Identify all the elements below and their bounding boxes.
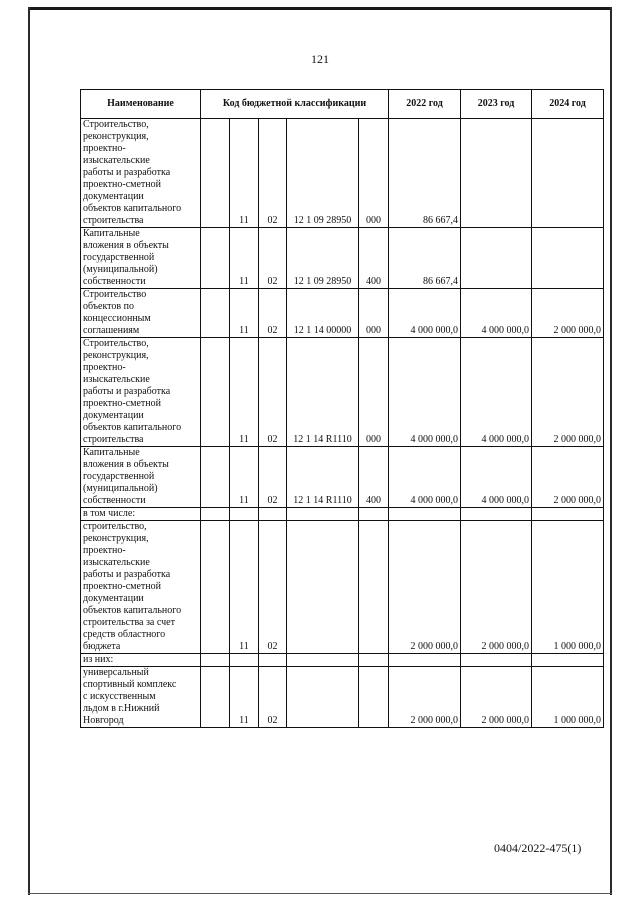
page-number: 121: [311, 52, 329, 66]
empty-cell: [201, 289, 230, 338]
document-code: 0404/2022-475(1): [494, 841, 582, 855]
amount-2022: [389, 508, 461, 521]
expense-type-code: [359, 654, 389, 667]
empty-cell: [201, 228, 230, 289]
amount-2022: 86 667,4: [389, 228, 461, 289]
empty-cell: [201, 667, 230, 728]
expense-type-code: 400: [359, 447, 389, 508]
section-code: [230, 508, 259, 521]
table-row: [81, 654, 604, 667]
amount-2022: 4 000 000,0: [389, 338, 461, 447]
target-article-code: [287, 654, 359, 667]
table-row: [81, 447, 604, 508]
amount-2023: 2 000 000,0: [461, 521, 532, 654]
empty-cell: [201, 521, 230, 654]
target-article-code: 12 1 09 28950: [287, 228, 359, 289]
target-article-code: 12 1 14 R1110: [287, 338, 359, 447]
expense-type-code: [359, 521, 389, 654]
page-right-border: [610, 7, 612, 895]
section-code: 11: [230, 289, 259, 338]
section-code: 11: [230, 521, 259, 654]
section-code: 11: [230, 447, 259, 508]
row-name: Капитальные вложения в объекты государственной (муниципальной) собственности: [81, 447, 201, 508]
section-code: 11: [230, 667, 259, 728]
table-row: [81, 667, 604, 728]
amount-2022: 4 000 000,0: [389, 447, 461, 508]
header-2023: 2023 год: [461, 90, 532, 119]
expense-type-code: 400: [359, 228, 389, 289]
subsection-code: 02: [259, 289, 287, 338]
amount-2023: [461, 508, 532, 521]
empty-cell: [201, 338, 230, 447]
expense-type-code: 000: [359, 119, 389, 228]
table-row: [81, 228, 604, 289]
amount-2022: 86 667,4: [389, 119, 461, 228]
header-2024: 2024 год: [532, 90, 604, 119]
page-top-border: [28, 7, 612, 10]
section-code: 11: [230, 119, 259, 228]
empty-cell: [201, 447, 230, 508]
table-row: [81, 508, 604, 521]
page-left-border: [28, 7, 30, 895]
amount-2024: [532, 228, 604, 289]
empty-cell: [201, 654, 230, 667]
amount-2022: [389, 654, 461, 667]
amount-2022: 4 000 000,0: [389, 289, 461, 338]
header-code: Код бюджетной классификации: [201, 90, 389, 119]
row-name: из них:: [81, 654, 201, 667]
amount-2023: [461, 119, 532, 228]
expense-type-code: [359, 667, 389, 728]
row-name: Строительство, реконструкция, проектно- изыскательские работы и разработка проектно-сметной документации объектов капитального строительства: [81, 338, 201, 447]
row-name: универсальный спортивный комплекс с искусственным льдом в г.Нижний Новгород: [81, 667, 201, 728]
section-code: 11: [230, 228, 259, 289]
expense-type-code: 000: [359, 338, 389, 447]
table-row: [81, 521, 604, 654]
amount-2024: [532, 654, 604, 667]
amount-2024: 2 000 000,0: [532, 289, 604, 338]
empty-cell: [201, 508, 230, 521]
subsection-code: 02: [259, 338, 287, 447]
row-name: строительство, реконструкция, проектно- изыскательские работы и разработка проектно-сметной документации объектов капитального строительства за счет средств областного бюджета: [81, 521, 201, 654]
amount-2024: 2 000 000,0: [532, 447, 604, 508]
amount-2024: [532, 119, 604, 228]
amount-2023: 4 000 000,0: [461, 338, 532, 447]
subsection-code: [259, 508, 287, 521]
header-name: Наименование: [81, 90, 201, 119]
table-row: [81, 289, 604, 338]
page-bottom-border: [28, 893, 612, 894]
header-row: [81, 90, 604, 119]
subsection-code: 02: [259, 119, 287, 228]
amount-2022: 2 000 000,0: [389, 521, 461, 654]
section-code: [230, 654, 259, 667]
amount-2024: 2 000 000,0: [532, 338, 604, 447]
amount-2023: [461, 228, 532, 289]
target-article-code: [287, 667, 359, 728]
amount-2023: 4 000 000,0: [461, 289, 532, 338]
table-row: [81, 338, 604, 447]
amount-2022: 2 000 000,0: [389, 667, 461, 728]
expense-type-code: 000: [359, 289, 389, 338]
target-article-code: 12 1 14 R1110: [287, 447, 359, 508]
row-name: Строительство, реконструкция, проектно- изыскательские работы и разработка проектно-сметной документации объектов капитального строительства: [81, 119, 201, 228]
target-article-code: 12 1 09 28950: [287, 119, 359, 228]
section-code: 11: [230, 338, 259, 447]
amount-2024: [532, 508, 604, 521]
target-article-code: [287, 508, 359, 521]
table-row: [81, 119, 604, 228]
expense-type-code: [359, 508, 389, 521]
row-name: Капитальные вложения в объекты государственной (муниципальной) собственности: [81, 228, 201, 289]
target-article-code: 12 1 14 00000: [287, 289, 359, 338]
budget-table: [80, 89, 604, 728]
amount-2024: 1 000 000,0: [532, 667, 604, 728]
subsection-code: 02: [259, 521, 287, 654]
subsection-code: 02: [259, 667, 287, 728]
subsection-code: 02: [259, 447, 287, 508]
row-name: Строительство объектов по концессионным соглашениям: [81, 289, 201, 338]
subsection-code: [259, 654, 287, 667]
target-article-code: [287, 521, 359, 654]
amount-2023: 2 000 000,0: [461, 667, 532, 728]
amount-2024: 1 000 000,0: [532, 521, 604, 654]
subsection-code: 02: [259, 228, 287, 289]
header-2022: 2022 год: [389, 90, 461, 119]
amount-2023: [461, 654, 532, 667]
row-name: в том числе:: [81, 508, 201, 521]
empty-cell: [201, 119, 230, 228]
amount-2023: 4 000 000,0: [461, 447, 532, 508]
